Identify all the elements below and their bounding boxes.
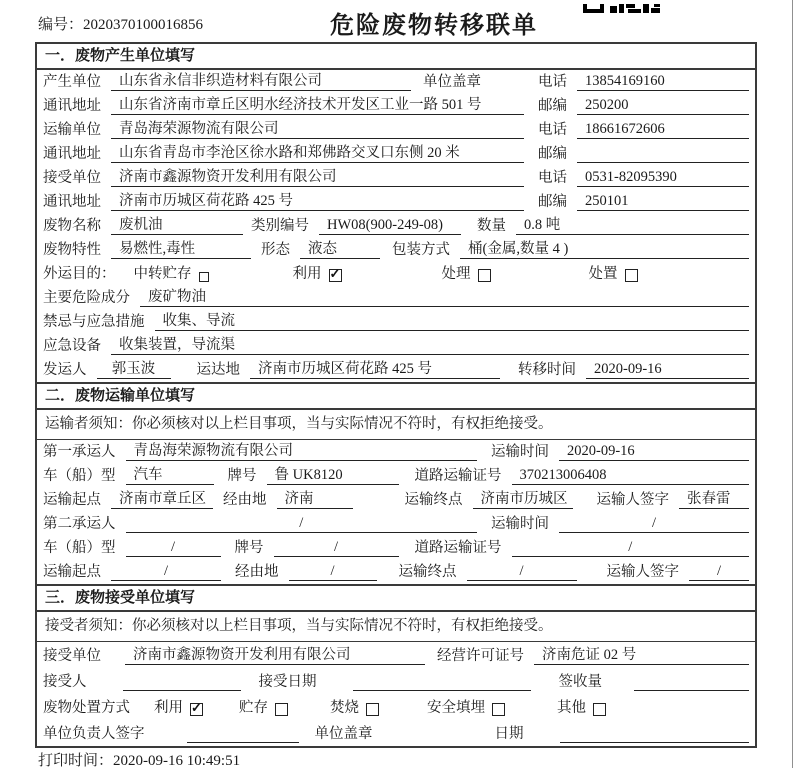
signed-quantity-value	[634, 673, 749, 691]
date-label: 日期	[494, 726, 524, 742]
date-value	[560, 725, 750, 743]
plate-label: 牌号	[234, 540, 264, 556]
row-dispatcher	[37, 358, 755, 382]
row-waste-name	[37, 214, 755, 238]
checkbox-disposal-utilize	[190, 703, 203, 716]
taboo-measures-value: 收集、导流	[155, 309, 750, 331]
transport-time-label: 运输时间	[491, 516, 549, 532]
plate-label: 牌号	[227, 468, 257, 484]
row-first-route	[37, 488, 755, 512]
checkbox-treat	[478, 269, 491, 282]
route-end-value: /	[467, 563, 577, 581]
transfer-time-value: 2020-09-16	[586, 361, 749, 379]
disposal-option-incinerate	[330, 696, 379, 717]
route-start-label: 运输起点	[43, 492, 101, 508]
zip-label: 邮编	[538, 194, 567, 210]
road-license-label: 道路运输证号	[414, 468, 502, 484]
checkbox-utilize	[329, 269, 342, 282]
receiver-address-value: 济南市历城区荷花路 425 号	[111, 189, 524, 211]
print-time-label: 打印时间：	[38, 753, 114, 768]
row-second-carrier	[37, 512, 755, 536]
row-responsible-signature	[37, 720, 755, 746]
road-license-value: /	[512, 539, 750, 557]
carrier-sign-value: 张春雷	[679, 487, 749, 509]
disposal-option-landfill	[427, 696, 505, 717]
business-license-value: 济南危证 02 号	[534, 643, 749, 665]
option-label: 安全填埋	[427, 700, 485, 716]
notice-text: 你必须核对以上栏目事项，当与实际情况不符时，有权拒绝接受。	[132, 618, 553, 634]
zip-label: 邮编	[538, 146, 567, 162]
row-producer-unit	[37, 70, 755, 94]
option-label: 处理	[441, 266, 471, 282]
address-label: 通讯地址	[43, 146, 101, 162]
taboo-measures-label: 禁忌与应急措施	[43, 314, 145, 330]
receive-date-label: 接受日期	[258, 674, 317, 690]
destination-label: 运达地	[196, 362, 240, 378]
checkbox-disposal-other	[593, 703, 606, 716]
receiver-notice	[37, 612, 755, 642]
category-code-value: HW08(900-249-08)	[319, 217, 461, 235]
option-label: 中转贮存	[133, 266, 192, 282]
transporter-notice	[37, 410, 755, 440]
receiver-phone-value: 0531-82095390	[577, 169, 749, 187]
section2-title: 二．废物运输单位填写	[37, 384, 755, 410]
section-receiver	[37, 584, 755, 746]
row-receiver-address	[37, 190, 755, 214]
waste-name-label: 废物名称	[43, 218, 101, 234]
checkbox-disposal-incinerate	[366, 703, 379, 716]
business-license-label: 经营许可证号	[437, 648, 524, 664]
receiver-unit-value: 济南市鑫源物资开发利用有限公司	[111, 165, 524, 187]
address-label: 通讯地址	[43, 194, 101, 210]
row-first-vehicle	[37, 464, 755, 488]
transfer-time-label: 转移时间	[518, 362, 576, 378]
qr-code-fragment-icon	[583, 0, 661, 18]
option-label: 焚烧	[330, 700, 359, 716]
quantity-value: 0.8 吨	[516, 213, 749, 235]
row-waste-properties	[37, 238, 755, 262]
row-receiver-person	[37, 668, 755, 694]
carrier-sign-label: 运输人签字	[596, 492, 669, 508]
receiver-zip-value: 250101	[577, 193, 749, 211]
route-start-value: 济南市章丘区	[111, 487, 213, 509]
route-via-label: 经由地	[223, 492, 267, 508]
row-emergency-equipment	[37, 334, 755, 358]
responsible-signature-label: 单位负责人签字	[43, 726, 145, 742]
phone-label: 电话	[538, 170, 567, 186]
row-producer-address	[37, 94, 755, 118]
transporter-phone-value: 18661672606	[577, 121, 749, 139]
destination-value: 济南市历城区荷花路 425 号	[250, 357, 500, 379]
disposal-option-other	[557, 696, 606, 717]
notice-text: 你必须核对以上栏目事项，当与实际情况不符时，有权拒绝接受。	[132, 416, 553, 432]
checkbox-disposal-landfill	[492, 703, 505, 716]
hazard-component-value: 废矿物油	[140, 285, 749, 307]
plate-value: 鲁 UK8120	[267, 463, 399, 485]
responsible-signature-value	[187, 725, 299, 743]
option-label: 处置	[588, 266, 618, 282]
form-label: 形态	[261, 242, 290, 258]
route-via-value: 济南	[277, 487, 353, 509]
second-carrier-label: 第二承运人	[43, 516, 116, 532]
row-second-route	[37, 560, 755, 584]
producer-unit-value: 山东省永信非织造材料有限公司	[111, 69, 411, 91]
route-end-label: 运输终点	[404, 492, 463, 508]
option-label: 利用	[154, 700, 183, 716]
zip-label: 邮编	[538, 98, 567, 114]
unit-seal-label: 单位盖章	[314, 726, 373, 742]
row-disposal-method	[37, 694, 755, 720]
waste-name-value: 废机油	[111, 213, 243, 235]
producer-phone-value: 13854169160	[577, 73, 749, 91]
checkbox-transfer-storage	[199, 272, 209, 282]
road-license-value: 370213006408	[512, 467, 750, 485]
vehicle-type-value: /	[126, 539, 221, 557]
plate-value: /	[274, 539, 399, 557]
manifest-form-table	[35, 42, 757, 748]
transport-time-label: 运输时间	[491, 444, 549, 460]
purpose-option-dispose	[589, 262, 638, 283]
emergency-equipment-label: 应急设备	[43, 338, 101, 354]
print-time-value: 2020-09-16 10:49:51	[113, 753, 241, 768]
serial-label: 编号：	[38, 17, 84, 33]
carrier-sign-label: 运输人签字	[606, 564, 679, 580]
transport-unit-value: 青岛海荣源物流有限公司	[111, 117, 524, 139]
section-producer	[37, 44, 755, 382]
row-receiving-unit	[37, 642, 755, 668]
route-end-value: 济南市历城区	[473, 487, 573, 509]
checkbox-disposal-store	[275, 703, 288, 716]
phone-label: 电话	[538, 122, 567, 138]
first-carrier-value: 青岛海荣源物流有限公司	[126, 439, 478, 461]
second-carrier-value: /	[126, 515, 478, 533]
purpose-option-transfer-storage	[134, 262, 209, 283]
packing-value: 桶(金属,数量 4 )	[460, 237, 749, 259]
emergency-equipment-value: 收集装置，导流渠	[111, 333, 749, 355]
row-second-vehicle	[37, 536, 755, 560]
first-carrier-label: 第一承运人	[43, 444, 116, 460]
phone-label: 电话	[538, 74, 567, 90]
purpose-option-treat	[442, 262, 491, 283]
notice-label: 接受者须知：	[45, 618, 132, 634]
notice-label: 运输者须知：	[45, 416, 132, 432]
row-first-carrier	[37, 440, 755, 464]
option-label: 其他	[557, 700, 586, 716]
print-time	[38, 749, 240, 768]
page-title: 危险废物转移联单	[330, 13, 538, 39]
route-end-label: 运输终点	[398, 564, 457, 580]
producer-zip-value: 250200	[577, 97, 749, 115]
route-start-value: /	[111, 563, 221, 581]
section-transporter	[37, 382, 755, 584]
vehicle-type-label: 车（船）型	[43, 540, 116, 556]
disposal-option-utilize	[154, 696, 203, 717]
checkbox-dispose	[625, 269, 638, 282]
row-transporter-address	[37, 142, 755, 166]
row-transfer-purpose	[37, 262, 755, 286]
transport-time-value: /	[559, 515, 749, 533]
purpose-label: 外运目的：	[43, 266, 116, 282]
quantity-label: 数量	[477, 218, 506, 234]
producer-unit-label: 产生单位	[43, 74, 101, 90]
row-transport-unit	[37, 118, 755, 142]
waste-property-label: 废物特性	[43, 242, 101, 258]
packing-label: 包装方式	[392, 242, 450, 258]
route-via-value: /	[289, 563, 377, 581]
transport-unit-label: 运输单位	[43, 122, 101, 138]
vehicle-type-label: 车（船）型	[43, 468, 116, 484]
disposal-method-label: 废物处置方式	[43, 700, 130, 716]
section1-title: 一．废物产生单位填写	[37, 44, 755, 70]
disposal-option-store	[239, 696, 288, 717]
receiver-person-value	[123, 673, 241, 691]
address-label: 通讯地址	[43, 98, 101, 114]
dispatcher-value: 郭玉波	[97, 357, 171, 379]
page-edge-divider	[792, 0, 793, 768]
category-code-label: 类别编号	[251, 218, 309, 234]
option-label: 贮存	[239, 700, 268, 716]
transporter-zip-value	[577, 145, 749, 163]
receiving-unit-label: 接受单位	[43, 648, 101, 664]
row-receiver-unit	[37, 166, 755, 190]
receiving-unit-value: 济南市鑫源物资开发利用有限公司	[125, 643, 425, 665]
carrier-sign-value: /	[689, 563, 749, 581]
receive-date-value	[353, 673, 531, 691]
vehicle-type-value: 汽车	[126, 463, 214, 485]
manifest-serial-number	[38, 13, 203, 34]
row-taboo-measures	[37, 310, 755, 334]
road-license-label: 道路运输证号	[414, 540, 502, 556]
unit-seal-label: 单位盖章	[423, 74, 481, 90]
purpose-option-utilize	[293, 262, 342, 283]
form-value: 液态	[300, 237, 380, 259]
route-via-label: 经由地	[235, 564, 279, 580]
transporter-address-value: 山东省青岛市李沧区徐水路和郑佛路交叉口东侧 20 米	[111, 141, 524, 163]
dispatcher-label: 发运人	[43, 362, 87, 378]
option-label: 利用	[292, 266, 322, 282]
route-start-label: 运输起点	[43, 564, 101, 580]
section3-title: 三．废物接受单位填写	[37, 586, 755, 612]
producer-address-value: 山东省济南市章丘区明水经济技术开发区工业一路 501 号	[111, 93, 524, 115]
row-hazard-component	[37, 286, 755, 310]
receiver-unit-label: 接受单位	[43, 170, 101, 186]
signed-quantity-label: 签收量	[558, 674, 602, 690]
receiver-person-label: 接受人	[43, 674, 87, 690]
waste-property-value: 易燃性,毒性	[111, 237, 251, 259]
serial-value: 2020370100016856	[83, 17, 204, 33]
transport-time-value: 2020-09-16	[559, 443, 749, 461]
hazard-component-label: 主要危险成分	[43, 290, 130, 306]
